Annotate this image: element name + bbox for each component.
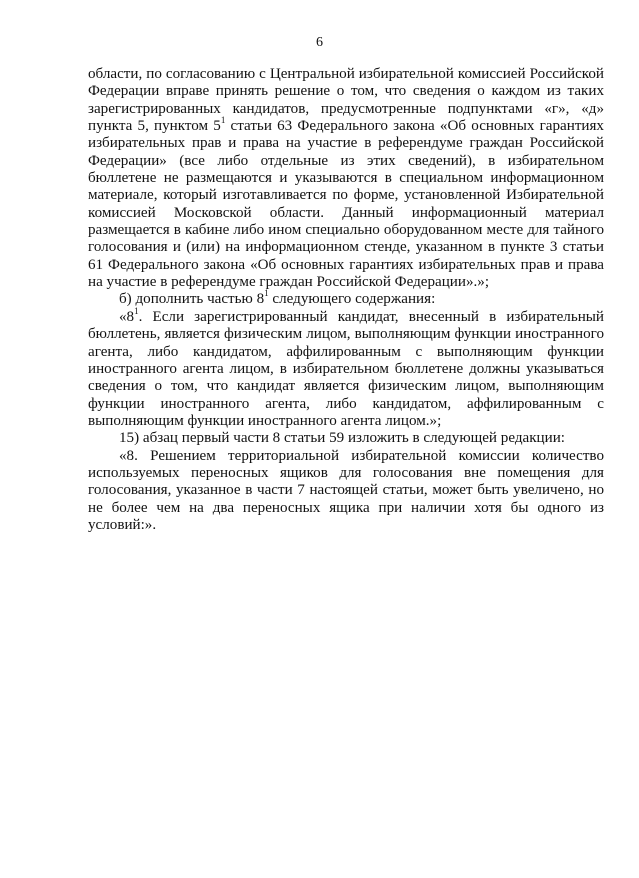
paragraph-text: области, по согласованию с Центральной избирательной комиссией Российской Федерации вправе принять решение о том, что сведения о каждом из таких зарегистрированных кандидатов, предусмотренные подпунктами «г», «д» пункта 5, пунктом 5 [88, 66, 604, 135]
paragraph-text: статьи 63 Федерального закона «Об основных гарантиях избирательных прав и права на участие в референдуме граждан Российской Федерации» (все либо отдельные из этих сведений), в избирательном бюллетене не размещаются и указываются в специальном информационном материале, который изготавливается по форме, установленной Избирательной комиссией Московской области. Данный информационный материал размещается в кабине либо ином специально оборудованном месте для тайного голосования и (или) на информационном стенде, указанном в пункте 3 статьи 61 Федерального закона «Об основных гарантиях избирательных прав и права на участие в референдуме граждан Российской Федерации».»; [88, 118, 604, 291]
paragraph [88, 66, 604, 291]
superscript-index: 1 [134, 305, 139, 316]
paragraph-text: следующего содержания: [268, 291, 436, 308]
page-number: 6 [316, 35, 323, 50]
paragraph [88, 430, 604, 447]
paragraph [88, 288, 604, 308]
superscript-index: 1 [220, 115, 226, 125]
paragraph-text: «8. Решением территориальной избирательной комиссии количество используемых переносных ящиков для голосования вне помещения для голосования, указанное в части 7 настоящей статьи, может быть увеличено, но не более чем на два переносных ящика при наличии хотя бы одного из условий:». [88, 447, 604, 533]
paragraph [88, 305, 604, 430]
superscript-index: 1 [264, 288, 269, 299]
paragraph-text: 15) абзац первый части 8 статьи 59 изложить в следующей редакции: [119, 430, 565, 447]
paragraph [88, 448, 604, 535]
document-body [88, 66, 604, 534]
paragraph-text: б) дополнить частью 8 [119, 291, 265, 308]
paragraph-text: «8 [119, 308, 135, 325]
paragraph-text: . Если зарегистрированный кандидат, внесенный в избирательный бюллетень, является физическим лицом, выполняющим функции иностранного агента, либо кандидатом, аффилированным с выполняющим функции иностранного агента лицом, в избирательном бюллетене должны указываться сведения о том, что кандидат является физическим лицом, выполняющим функции иностранного агента, либо кандидатом, аффилированным с выполняющим функции иностранного агента лицом.»; [88, 308, 604, 429]
